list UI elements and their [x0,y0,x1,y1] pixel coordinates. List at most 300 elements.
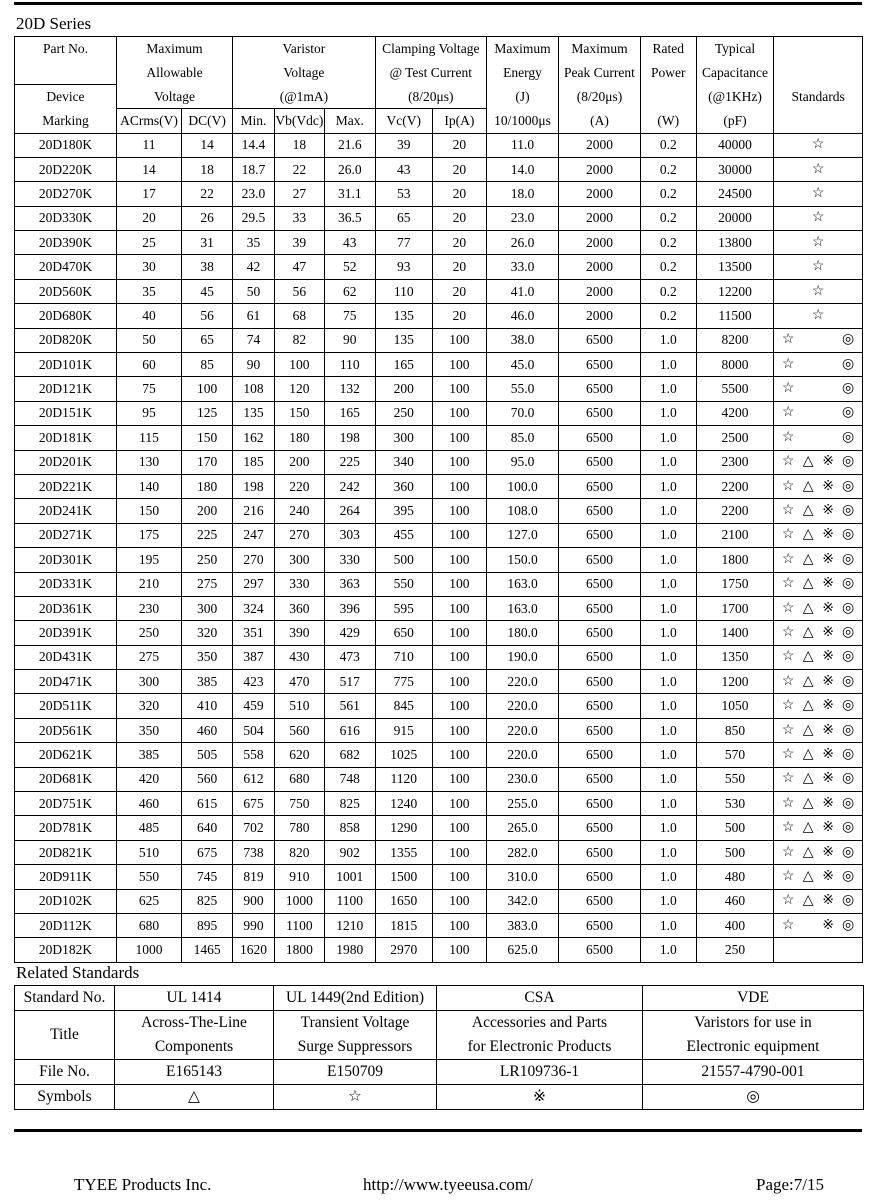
device-marking-cell: 20D271K [15,523,117,547]
file-col-0: E165143 [115,1060,274,1085]
star-icon: ☆ [781,503,795,519]
vb-min-cell: 61 [233,304,275,328]
bullseye-icon: ◎ [842,576,855,592]
header-max-allowable: Maximum [116,37,232,61]
dc-cell: 410 [182,694,233,718]
energy-cell: 41.0 [486,279,558,303]
rated-power-cell: 1.0 [640,889,696,913]
peak-current-cell: 6500 [559,499,641,523]
acrms-cell: 20 [116,206,181,230]
peak-current-cell: 2000 [559,231,641,255]
triangle-icon: △ [802,454,814,470]
dc-cell: 100 [182,377,233,401]
standards-cell [774,206,863,230]
vb-cell: 360 [274,596,324,620]
capacitance-cell: 1350 [696,645,773,669]
label-title: Title [15,1011,115,1060]
ip-cell: 20 [432,279,486,303]
header-energy: Maximum [486,37,558,61]
energy-cell: 55.0 [486,377,558,401]
acrms-cell: 210 [116,572,181,596]
peak-current-cell: 6500 [559,645,641,669]
device-marking-cell: 20D911K [15,865,117,889]
ip-cell: 100 [432,767,486,791]
table-row [15,743,863,767]
rated-power-cell: 1.0 [640,743,696,767]
standards-cell [774,499,863,523]
standards-cell [774,474,863,498]
vb-min-cell: 990 [233,914,275,938]
vb-max-cell: 242 [324,474,375,498]
header-standards-bottom [774,109,863,134]
standards-symbols [810,259,826,274]
device-marking-cell: 20D431K [15,645,117,669]
device-marking-cell: 20D181K [15,426,117,450]
vc-cell: 595 [375,596,432,620]
standard-col-0: UL 1414 [115,986,274,1011]
vb-cell: 39 [274,231,324,255]
peak-current-cell: 6500 [559,670,641,694]
table-row [15,206,863,230]
device-marking-cell: 20D361K [15,596,117,620]
header-part-no: Part No. [15,37,117,61]
peak-current-cell: 6500 [559,450,641,474]
energy-cell: 26.0 [486,231,558,255]
related-standards-title: Related Standards [16,963,140,982]
vc-cell: 915 [375,718,432,742]
peak-current-cell: 2000 [559,255,641,279]
triangle-icon: △ [802,625,814,640]
dc-cell: 14 [182,133,233,157]
standards-cell [774,718,863,742]
standards-cell [774,938,863,962]
ip-cell: 100 [432,426,486,450]
energy-cell: 23.0 [486,206,558,230]
acrms-cell: 680 [116,914,181,938]
table-row [15,792,863,816]
rated-power-cell: 0.2 [640,157,696,181]
rated-power-cell: 1.0 [640,840,696,864]
star-icon: ☆ [781,722,795,738]
bullseye-icon: ◎ [842,527,855,543]
vb-cell: 560 [274,718,324,742]
capacitance-cell: 550 [696,767,773,791]
title-line-1: Varistors for use in [694,1014,812,1031]
triangle-icon: △ [802,503,814,519]
bullseye-icon: ◎ [842,746,855,762]
rated-power-cell: 1.0 [640,792,696,816]
star-icon: ☆ [781,795,795,811]
header-power: Rated [640,37,696,61]
dc-cell: 300 [182,596,233,620]
dc-cell: 895 [182,914,233,938]
peak-current-cell: 2000 [559,133,641,157]
acrms-cell: 195 [116,548,181,572]
ip-cell: 100 [432,938,486,962]
vb-max-cell: 31.1 [324,182,375,206]
vb-cell: 180 [274,426,324,450]
rated-power-cell: 1.0 [640,645,696,669]
ip-cell: 20 [432,304,486,328]
peak-current-cell: 6500 [559,596,641,620]
vb-max-cell: 825 [324,792,375,816]
device-marking-cell: 20D112K [15,914,117,938]
header-peak-4: (A) [559,109,641,134]
device-marking-cell: 20D221K [15,474,117,498]
table-row [15,889,863,913]
title-line-2: Electronic equipment [686,1038,820,1055]
vb-cell: 56 [274,279,324,303]
star-icon: ☆ [781,332,795,348]
varistor-spec-table [14,36,863,963]
standards-cell [774,133,863,157]
reference-mark-icon: ※ [822,746,834,762]
standards-cell [774,572,863,596]
table-row [15,182,863,206]
ip-cell: 100 [432,548,486,572]
header-energy-2: Energy [486,61,558,85]
title-line-2: for Electronic Products [467,1038,612,1055]
vb-cell: 330 [274,572,324,596]
ip-cell: 100 [432,596,486,620]
vb-cell: 270 [274,523,324,547]
standards-symbols [780,381,856,396]
dc-cell: 505 [182,743,233,767]
capacitance-cell: 30000 [696,157,773,181]
vb-max-cell: 165 [324,401,375,425]
acrms-cell: 385 [116,743,181,767]
capacitance-cell: 20000 [696,206,773,230]
dc-cell: 675 [182,840,233,864]
table-row [15,450,863,474]
vb-max-cell: 198 [324,426,375,450]
vb-max-cell: 75 [324,304,375,328]
ip-cell: 20 [432,157,486,181]
peak-current-cell: 6500 [559,621,641,645]
title-line-2: Components [154,1038,234,1055]
star-icon: ☆ [781,551,795,567]
standards-cell [774,304,863,328]
peak-current-cell: 6500 [559,914,641,938]
header-power-blank [640,85,696,109]
standards-cell [774,401,863,425]
capacitance-cell: 2500 [696,426,773,450]
triangle-icon: △ [802,576,814,592]
standards-symbols [780,479,856,494]
table-row [15,377,863,401]
acrms-cell: 25 [116,231,181,255]
star-icon: ☆ [781,478,795,494]
device-marking-cell: 20D561K [15,718,117,742]
vb-min-cell: 185 [233,450,275,474]
table-row [15,499,863,523]
dc-cell: 275 [182,572,233,596]
device-marking-cell: 20D220K [15,157,117,181]
triangle-icon: △ [802,844,814,860]
vb-min-cell: 50 [233,279,275,303]
peak-current-cell: 6500 [559,328,641,352]
device-marking-cell: 20D151K [15,401,117,425]
star-icon: ☆ [811,259,825,275]
header-max-allowable-3: Voltage [116,85,232,109]
bullseye-icon: ◎ [842,893,855,909]
energy-cell: 383.0 [486,914,558,938]
vb-min-cell: 459 [233,694,275,718]
standards-cell [774,328,863,352]
table-row [15,231,863,255]
header-capacitance: Typical [696,37,773,61]
energy-cell: 95.0 [486,450,558,474]
vc-cell: 65 [375,206,432,230]
label-symbols: Symbols [15,1085,115,1110]
triangle-icon: △ [802,746,814,762]
triangle-icon: △ [802,649,814,665]
acrms-cell: 175 [116,523,181,547]
table-row [15,401,863,425]
table-row [15,670,863,694]
capacitance-cell: 460 [696,889,773,913]
vb-max-cell: 682 [324,743,375,767]
dc-cell: 38 [182,255,233,279]
energy-cell: 46.0 [486,304,558,328]
table-row [15,133,863,157]
star-icon: ☆ [781,917,795,933]
capacitance-cell: 5500 [696,377,773,401]
standard-col-2: CSA [437,986,643,1011]
capacitance-cell: 400 [696,914,773,938]
peak-current-cell: 6500 [559,743,641,767]
energy-cell: 220.0 [486,694,558,718]
peak-current-cell: 6500 [559,938,641,962]
vb-cell: 150 [274,401,324,425]
standards-symbols [810,284,826,299]
table-row [15,938,863,962]
energy-cell: 282.0 [486,840,558,864]
acrms-cell: 150 [116,499,181,523]
standards-cell [774,767,863,791]
device-marking-cell: 20D331K [15,572,117,596]
triangle-icon: △ [802,478,814,494]
reference-mark-icon: ※ [822,820,834,836]
vb-cell: 82 [274,328,324,352]
peak-current-cell: 2000 [559,157,641,181]
table-row [15,840,863,864]
vb-cell: 100 [274,353,324,377]
standards-symbols [780,576,856,591]
top-rule [14,2,862,5]
peak-current-cell: 6500 [559,840,641,864]
vb-cell: 300 [274,548,324,572]
acrms-cell: 30 [116,255,181,279]
acrms-cell: 95 [116,401,181,425]
energy-cell: 310.0 [486,865,558,889]
vb-max-cell: 43 [324,231,375,255]
standards-cell [774,548,863,572]
file-col-1: E150709 [274,1060,437,1085]
rated-power-cell: 1.0 [640,865,696,889]
acrms-cell: 75 [116,377,181,401]
energy-cell: 108.0 [486,499,558,523]
acrms-cell: 40 [116,304,181,328]
vb-min-cell: 351 [233,621,275,645]
capacitance-cell: 850 [696,718,773,742]
ip-cell: 100 [432,353,486,377]
rated-power-cell: 1.0 [640,572,696,596]
header-min: Min. [233,109,275,134]
capacitance-cell: 8000 [696,353,773,377]
dc-cell: 320 [182,621,233,645]
acrms-cell: 625 [116,889,181,913]
vb-cell: 910 [274,865,324,889]
header-peak-2: Peak Current [559,61,641,85]
vb-cell: 820 [274,840,324,864]
peak-current-cell: 6500 [559,816,641,840]
vb-min-cell: 558 [233,743,275,767]
vb-max-cell: 330 [324,548,375,572]
vb-max-cell: 858 [324,816,375,840]
vb-max-cell: 132 [324,377,375,401]
peak-current-cell: 6500 [559,401,641,425]
ip-cell: 20 [432,182,486,206]
reference-mark-icon: ※ [822,600,834,616]
vc-cell: 300 [375,426,432,450]
vc-cell: 775 [375,670,432,694]
vb-cell: 430 [274,645,324,669]
device-marking-cell: 20D390K [15,231,117,255]
bullseye-icon: ◎ [842,917,855,933]
energy-cell: 45.0 [486,353,558,377]
ip-cell: 100 [432,621,486,645]
standards-symbols [780,893,856,908]
ip-cell: 100 [432,328,486,352]
triangle-icon: △ [802,527,814,543]
star-icon: ☆ [781,429,795,445]
energy-cell: 625.0 [486,938,558,962]
star-icon: ☆ [781,820,795,836]
vb-min-cell: 23.0 [233,182,275,206]
header-dc: DC(V) [182,109,233,134]
reference-mark-icon: ※ [822,844,834,860]
bullseye-icon: ◎ [842,478,855,494]
ip-cell: 100 [432,743,486,767]
vb-min-cell: 387 [233,645,275,669]
vb-cell: 27 [274,182,324,206]
rated-power-cell: 0.2 [640,279,696,303]
triangle-icon: △ [802,893,814,909]
vb-min-cell: 74 [233,328,275,352]
vb-max-cell: 264 [324,499,375,523]
vb-cell: 47 [274,255,324,279]
dc-cell: 180 [182,474,233,498]
reference-mark-icon: ※ [822,454,834,470]
bullseye-icon: ◎ [842,868,855,884]
triangle-icon: △ [802,722,814,738]
header-part-no-blank [15,61,117,85]
rated-power-cell: 1.0 [640,474,696,498]
ip-cell: 100 [432,401,486,425]
header-device-marking-2: Marking [15,109,117,134]
rated-power-cell: 1.0 [640,816,696,840]
table-row [15,353,863,377]
title-col-0 [115,1011,274,1060]
vb-min-cell: 29.5 [233,206,275,230]
star-icon: ☆ [811,161,825,177]
bullseye-icon: ◎ [842,429,855,445]
device-marking-cell: 20D511K [15,694,117,718]
star-icon: ☆ [781,405,795,421]
header-ip: Ip(A) [432,109,486,134]
vb-max-cell: 902 [324,840,375,864]
device-marking-cell: 20D681K [15,767,117,791]
vb-min-cell: 216 [233,499,275,523]
star-icon: ☆ [781,673,795,689]
ip-cell: 100 [432,694,486,718]
header-standards-mid [774,61,863,85]
device-marking-cell: 20D821K [15,840,117,864]
header-acrms: ACrms(V) [116,109,181,134]
energy-cell: 342.0 [486,889,558,913]
ip-cell: 100 [432,670,486,694]
dc-cell: 1465 [182,938,233,962]
peak-current-cell: 6500 [559,718,641,742]
vb-min-cell: 162 [233,426,275,450]
energy-cell: 18.0 [486,182,558,206]
device-marking-cell: 20D621K [15,743,117,767]
vc-cell: 53 [375,182,432,206]
energy-cell: 220.0 [486,670,558,694]
table-row [15,865,863,889]
energy-cell: 38.0 [486,328,558,352]
acrms-cell: 250 [116,621,181,645]
ip-cell: 100 [432,816,486,840]
bullseye-icon: ◎ [842,405,855,421]
vb-max-cell: 26.0 [324,157,375,181]
ip-cell: 20 [432,255,486,279]
vb-min-cell: 702 [233,816,275,840]
table-row [15,914,863,938]
star-icon: ☆ [781,381,795,397]
vb-min-cell: 18.7 [233,157,275,181]
vc-cell: 710 [375,645,432,669]
bottom-rule [14,1129,862,1132]
acrms-cell: 130 [116,450,181,474]
vc-cell: 395 [375,499,432,523]
vc-cell: 455 [375,523,432,547]
capacitance-cell: 13800 [696,231,773,255]
bullseye-icon: ◎ [842,356,855,372]
standards-symbols [780,747,856,762]
rated-power-cell: 1.0 [640,353,696,377]
acrms-cell: 420 [116,767,181,791]
capacitance-cell: 2100 [696,523,773,547]
standards-cell [774,255,863,279]
ip-cell: 100 [432,865,486,889]
vb-min-cell: 247 [233,523,275,547]
vb-min-cell: 612 [233,767,275,791]
vb-max-cell: 1980 [324,938,375,962]
vb-max-cell: 1100 [324,889,375,913]
capacitance-cell: 250 [696,938,773,962]
device-marking-cell: 20D560K [15,279,117,303]
rated-power-cell: 1.0 [640,499,696,523]
standards-cell [774,523,863,547]
vb-cell: 620 [274,743,324,767]
reference-mark-icon: ※ [822,649,834,665]
vb-min-cell: 819 [233,865,275,889]
vb-cell: 1000 [274,889,324,913]
vc-cell: 1355 [375,840,432,864]
reference-mark-icon: ※ [822,917,834,933]
